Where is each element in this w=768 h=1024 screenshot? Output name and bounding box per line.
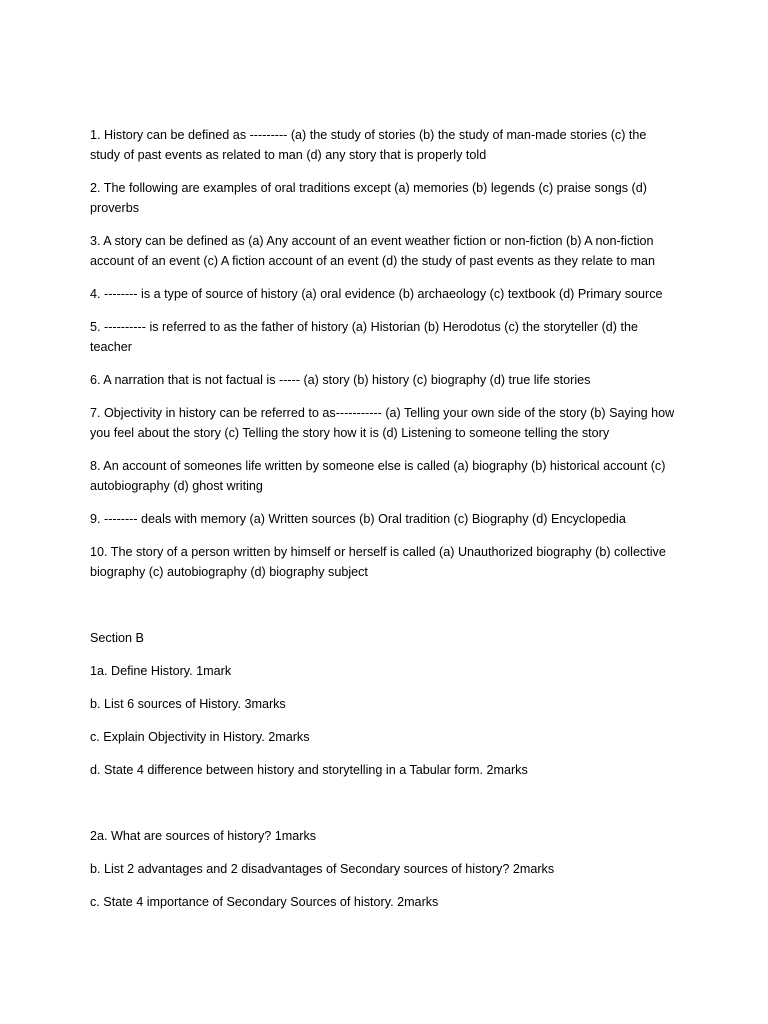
question-1b: b. List 6 sources of History. 3marks — [90, 697, 286, 711]
question-2: 2. The following are examples of oral traditions except (a) memories (b) legends (c) praise songs (d) proverbs — [90, 181, 647, 215]
question-6: 6. A narration that is not factual is ----- (a) story (b) history (c) biography (d) true life stories — [90, 373, 591, 387]
question-2a: 2a. What are sources of history? 1marks — [90, 829, 317, 843]
question-1d: d. State 4 difference between history and storytelling in a Tabular form. 2marks — [90, 763, 528, 777]
question-4: 4. -------- is a type of source of history (a) oral evidence (b) archaeology (c) textbook (d) Primary source — [90, 287, 663, 301]
spacer — [90, 595, 680, 628]
question-9: 9. -------- deals with memory (a) Written sources (b) Oral tradition (c) Biography (d) Encyclopedia — [90, 512, 626, 526]
question-7: 7. Objectivity in history can be referred to as----------- (a) Telling your own side of the story (b) Saying how you feel about the story (c) Telling the story how it is (d) Listening to someone telling the story — [90, 406, 675, 440]
question-2c: c. State 4 importance of Secondary Sources of history. 2marks — [90, 895, 439, 909]
section-a-questions — [90, 125, 680, 582]
question-3: 3. A story can be defined as (a) Any account of an event weather fiction or non-fiction (b) A non-fiction account of an event (c) A fiction account of an event (d) the study of past events as they relate to man — [90, 234, 655, 268]
question-8: 8. An account of someones life written by someone else is called (a) biography (b) historical account (c) autobiography (d) ghost writing — [90, 459, 666, 493]
question-1: 1. History can be defined as --------- (a) the study of stories (b) the study of man-made stories (c) the study of past events as related to man (d) any story that is properly told — [90, 128, 647, 162]
section-b-group-1 — [90, 661, 680, 780]
question-1a: 1a. Define History. 1mark — [90, 664, 232, 678]
section-b-group-2 — [90, 826, 680, 912]
question-5: 5. ---------- is referred to as the father of history (a) Historian (b) Herodotus (c) the storyteller (d) the teacher — [90, 320, 638, 354]
spacer — [90, 793, 680, 826]
question-1c: c. Explain Objectivity in History. 2marks — [90, 730, 310, 744]
document-page — [90, 125, 680, 925]
question-10: 10. The story of a person written by himself or herself is called (a) Unauthorized biography (b) collective biography (c) autobiography (d) biography subject — [90, 545, 666, 579]
question-2b: b. List 2 advantages and 2 disadvantages of Secondary sources of history? 2marks — [90, 862, 555, 876]
section-b-title: Section B — [90, 631, 144, 645]
